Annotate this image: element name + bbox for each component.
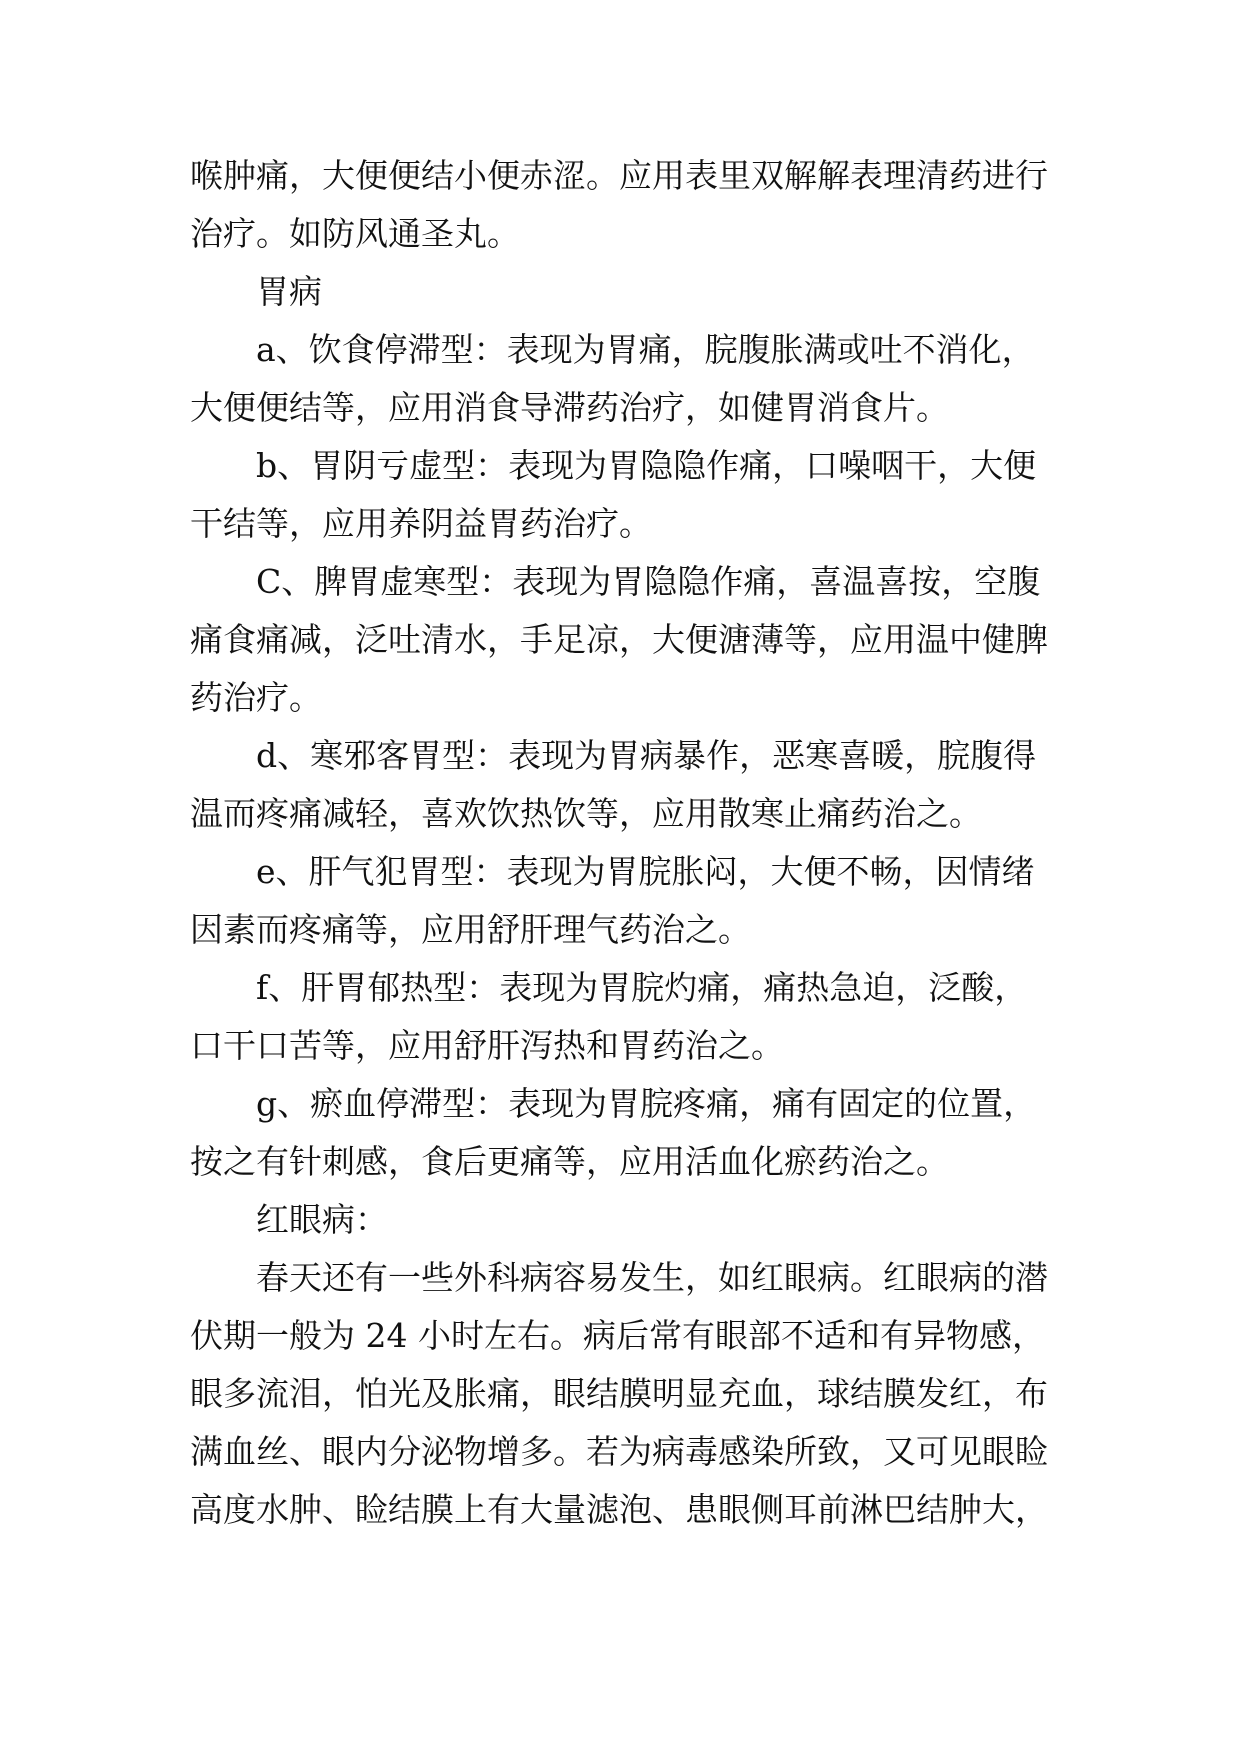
paragraph-type-c: C、脾胃虚寒型：表现为胃隐隐作痛，喜温喜按，空腹痛食痛减，泛吐清水，手足凉，大便溏薄等，应用温中健脾药治疗。	[190, 562, 1048, 717]
paragraph-type-g: g、瘀血停滞型：表现为胃脘疼痛，痛有固定的位置，按之有针刺感，食后更痛等，应用活血化瘀药治之。	[190, 1084, 1037, 1181]
paragraph-type-d: d、寒邪客胃型：表现为胃病暴作，恶寒喜暖，脘腹得温而疼痛减轻，喜欢饮热饮等，应用散寒止痛药治之。	[190, 736, 1037, 833]
document-body	[190, 147, 1050, 1539]
paragraph-red-eye-description: 春天还有一些外科病容易发生，如红眼病。红眼病的潜伏期一般为 24 小时左右。病后常有眼部不适和有异物感，眼多流泪，怕光及胀痛，眼结膜明显充血，球结膜发红，布满血丝、眼内分泌物增多。若为病毒感染所致，又可见眼睑高度水肿、睑结膜上有大量滤泡、患眼侧耳前淋巴结肿大，	[190, 1258, 1048, 1529]
paragraph-type-a: a、饮食停滞型：表现为胃痛，脘腹胀满或吐不消化，大便便结等，应用消食导滞药治疗，如健胃消食片。	[190, 330, 1035, 427]
paragraph-type-e: e、肝气犯胃型：表现为胃脘胀闷，大便不畅，因情绪因素而疼痛等，应用舒肝理气药治之。	[190, 852, 1035, 949]
paragraph-throat-intro: 喉肿痛，大便便结小便赤涩。应用表里双解解表理清药进行治疗。如防风通圣丸。	[190, 156, 1048, 253]
paragraph-type-f: f、肝胃郁热型：表现为胃脘灼痛，痛热急迫，泛酸，口干口苦等，应用舒肝泻热和胃药治之。	[190, 968, 1028, 1065]
heading-stomach-disease: 胃病	[256, 272, 322, 311]
heading-red-eye: 红眼病：	[256, 1200, 388, 1239]
paragraph-type-b: b、胃阴亏虚型：表现为胃隐隐作痛，口噪咽干，大便干结等，应用养阴益胃药治疗。	[190, 446, 1037, 543]
